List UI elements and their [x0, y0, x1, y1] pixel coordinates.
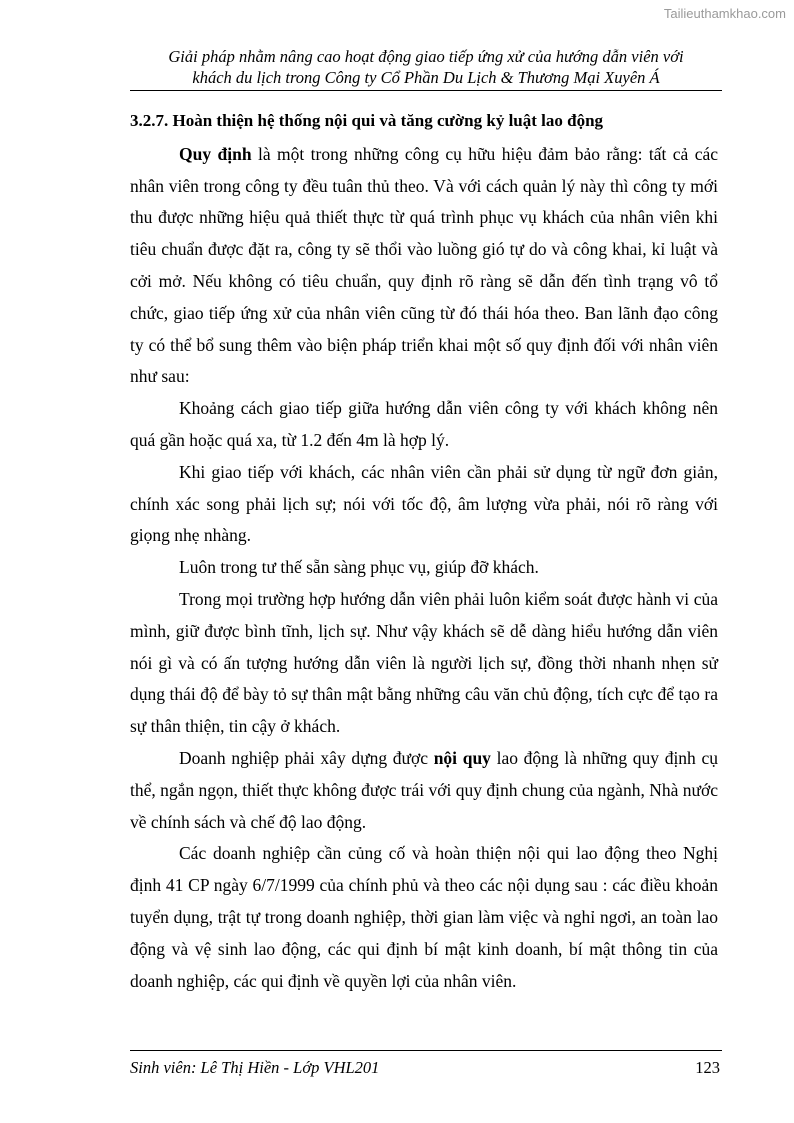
bold-term-quy-dinh: Quy định	[179, 143, 252, 164]
paragraph-3: Khi giao tiếp với khách, các nhân viên cần phải sử dụng từ ngữ đơn giản, chính xác song phải lịch sự; nói với tốc độ, âm lượng vừa phải, nói rõ ràng với giọng nhẹ nhàng.	[130, 461, 718, 546]
paragraph-1-text: là một trong những công cụ hữu hiệu đảm bảo rằng: tất cả các nhân viên trong công ty đều tuân thủ theo. Và với cách quản lý này thì công ty mới thu được những hiệu quả thiết thực từ quá trình phục vụ khách của nhân viên khi tiêu chuẩn được đặt ra, công ty sẽ thổi vào luồng gió tự do và công khai, kỉ luật và cởi mở. Nếu không có tiêu chuẩn, quy định rõ ràng sẽ dẫn đến tình trạng vô tổ chức, giao tiếp ứng xử của nhân viên cũng từ đó thái hóa theo. Ban lãnh đạo công ty có thể bổ sung thêm vào biện pháp triển khai một số quy định đối với nhân viên như sau:	[130, 143, 719, 387]
section-heading: 3.2.7. Hoàn thiện hệ thống nội qui và tăng cường kỷ luật lao động	[130, 111, 604, 130]
footer-student: Sinh viên: Lê Thị Hiền - Lớp VHL201	[130, 1058, 380, 1077]
header-line-2: khách du lịch trong Công ty Cổ Phần Du Lịch & Thương Mại Xuyên Á	[192, 68, 660, 87]
footer-rule	[130, 1050, 722, 1051]
paragraph-6-text-before: Doanh nghiệp phải xây dựng được	[179, 747, 434, 768]
page-number: 123	[695, 1058, 720, 1077]
header-rule	[130, 90, 722, 91]
paragraph-4: Luôn trong tư thế sẵn sàng phục vụ, giúp đỡ khách.	[179, 557, 539, 578]
paragraph-1	[130, 139, 718, 393]
watermark: Tailieuthamkhao.com	[663, 6, 786, 21]
document-body	[130, 105, 718, 997]
header-line-1: Giải pháp nhằm nâng cao hoạt động giao tiếp ứng xử của hướng dẫn viên với	[168, 47, 684, 66]
paragraph-5: Trong mọi trường hợp hướng dẫn viên phải luôn kiểm soát được hành vi của mình, giữ được bình tĩnh, lịch sự. Như vậy khách sẽ dễ dàng hiểu hướng dẫn viên nói gì và có ấn tượng hướng dẫn viên là người lịch sự, đồng thời nhanh nhẹn sử dụng thái độ để bày tỏ sự thân mật bằng những câu văn chủ động, tích cực để tạo ra sự thân thiện, tin cậy ở khách.	[130, 588, 718, 737]
paragraph-2: Khoảng cách giao tiếp giữa hướng dẫn viên công ty với khách không nên quá gần hoặc quá xa, từ 1.2 đến 4m là hợp lý.	[130, 398, 718, 450]
page-header	[130, 46, 722, 88]
bold-term-noi-quy: nội quy	[433, 747, 491, 768]
paragraph-7: Các doanh nghiệp cần củng cố và hoàn thiện nội qui lao động theo Nghị định 41 CP ngày 6/7/1999 của chính phủ và theo các nội dụng sau : các điều khoản tuyển dụng, trật tự trong doanh nghiệp, thời gian làm việc và nghỉ ngơi, an toàn lao động và vệ sinh lao động, các qui định bí mật kinh doanh, bí mật thông tin của doanh nghiệp, các qui định về quyền lợi của nhân viên.	[130, 843, 718, 991]
paragraph-6-text-after: lao động là những quy định cụ thể, ngắn ngọn, thiết thực không được trái với quy định chung của ngành, Nhà nước về chính sách và chế độ lao động.	[130, 747, 718, 832]
paragraph-6	[130, 743, 718, 838]
